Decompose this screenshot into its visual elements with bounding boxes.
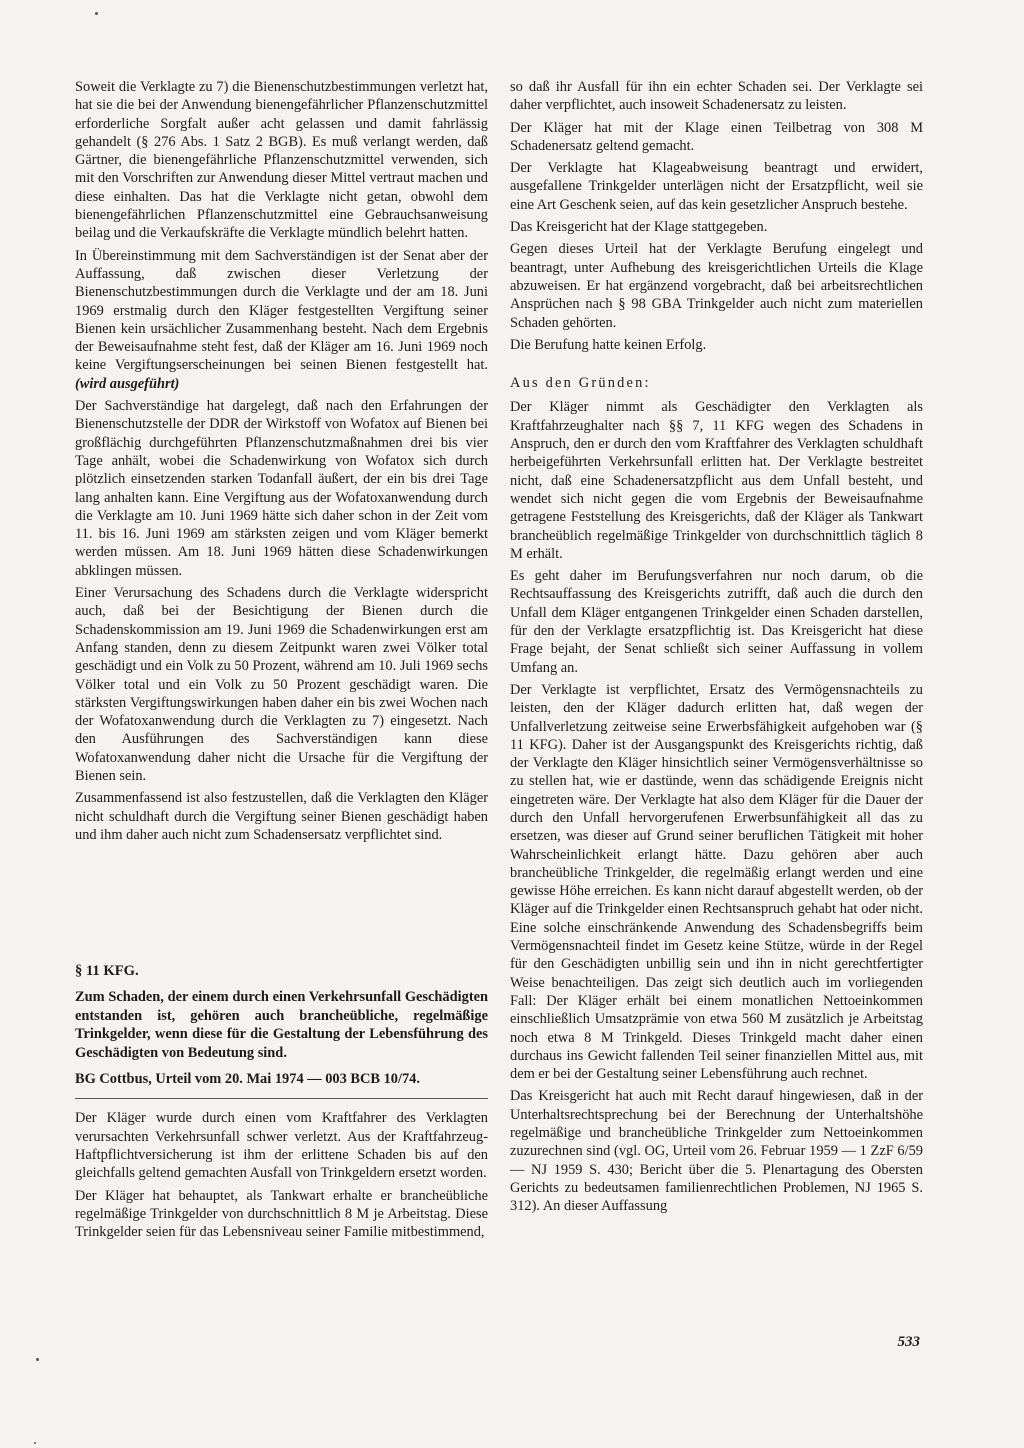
paragraph: so daß ihr Ausfall für ihn ein echter Schaden sei. Der Verklagte sei daher verpflichtet, auch insoweit Schadenersatz zu leisten. (510, 79, 923, 114)
paragraph: Es geht daher im Berufungsverfahren nur noch darum, ob die Rechtsauffassung des Kreisgerichts zutrifft, daß auch die durch den Unfall dem Kläger entgangenen Trinkgelder einen Schaden darstellen, für den der Verklagte ersatzpflichtig ist. Das Kreisgericht hat diese Frage bejaht, der Senat schließt sich seiner Auffassung in vollem Umfang an. (510, 568, 923, 676)
paragraph: Die Berufung hatte keinen Erfolg. (510, 336, 707, 353)
case-citation: BG Cottbus, Urteil vom 20. Mai 1974 — 003 BCB 10/74. (75, 1071, 420, 1088)
left-column (75, 78, 488, 1245)
paragraph: Soweit die Verklagte zu 7) die Bienenschutzbestimmungen verletzt hat, hat sie die bei der Anwendung bienengefährlicher Pflanzenschutzmittel erforderliche Sorgfalt außer acht gelassen und damit fahrlässig gehandelt (§ 276 Abs. 1 Satz 2 BGB). Es muß verlangt werden, daß Gärtner, die bienengefährliche Pflanzenschutzmittel verwenden, sich mit den Vorschriften zur Anwendung dieser Mittel vertraut machen und diese einhalten. Das hat die Verklagte nicht getan, obwohl dem bienengefährlichen Pflanzenschutzmittel eine Gebrauchsanweisung beilag und die Verkaufskräfte die Verklagte mündlich belehrt hatten. (75, 79, 488, 242)
scan-speck (95, 12, 98, 15)
paragraph: Einer Verursachung des Schadens durch die Verklagte widerspricht auch, daß bei der Besichtigung der Bienen durch die Schadenskommission am 19. Juni 1969 die Schadenwirkungen erst am Anfang standen, denn zu diesem Zeitpunkt waren zwei Völker total geschädigt und ein Volk zu 50 Prozent, während am 10. Juli 1969 sechs Völker total und ein Volk zu 50 Prozent geschädigt waren. Die stärksten Vergiftungswirkungen haben daher ein bis zwei Wochen nach der Wofatoxanwendung durch die Verklagten zu 7) eingesetzt. Nach den Ausführungen des Sachverständigen kann diese Wofatoxanwendung daher nicht die Ursache für die Vergiftung der Bienen sein. (75, 585, 488, 784)
divider (75, 1098, 488, 1099)
paragraph: Der Kläger hat mit der Klage einen Teilbetrag von 308 M Schadenersatz geltend gemacht. (510, 119, 923, 154)
section-spacer (75, 848, 488, 934)
scan-speck (36, 1358, 39, 1361)
paragraph: Der Kläger hat behauptet, als Tankwart erhalte er brancheübliche regelmäßige Trinkgelder von durchschnittlich 8 M je Arbeitstag. Diese Trinkgelder seien für das Lebensniveau seiner Familie mitbestimmend, (75, 1187, 488, 1241)
paragraph: Das Kreisgericht hat der Klage stattgegeben. (510, 219, 768, 236)
omission-note: (wird ausgeführt) (75, 375, 180, 392)
paragraph: Gegen dieses Urteil hat der Verklagte Berufung eingelegt und beantragt, unter Aufhebung des kreisgerichtlichen Urteils die Klage abzuweisen. Er hat ergänzend vorgebracht, daß bei arbeitsrechtlichen Ansprüchen nach § 98 GBA Trinkgelder auch nicht zum materiellen Schaden gehörten. (510, 241, 923, 331)
spacer (510, 358, 923, 364)
paragraph: Der Verklagte hat Klageabweisung beantragt und erwidert, ausgefallene Trinkgelder unterlägen nicht der Ersatzpflicht, weil sie eine Art Geschenk seien, auf das kein gesetzlicher Anspruch bestehe. (510, 160, 923, 213)
page-number: 533 (897, 1334, 920, 1350)
right-column (510, 78, 923, 1220)
headnote: Zum Schaden, der einem durch einen Verkehrsunfall Geschädigten entstanden ist, gehören auch brancheübliche, regelmäßige Trinkgelder, wenn diese für die Gestaltung der Lebensführung des Geschädigten von Bedeutung sind. (75, 989, 488, 1061)
paragraph: Das Kreisgericht hat auch mit Recht darauf hingewiesen, daß in der Unterhaltsrechtsprechung bei der Berechnung der Unterhaltshöhe regelmäßige und brancheübliche Trinkgelder zum Nettoeinkommen zuzurechnen sind (vgl. OG, Urteil vom 26. Februar 1959 — 1 ZzF 6/59 — NJ 1959 S. 430; Bericht über die 5. Plenartagung des Obersten Gerichts zu bedeutsamen familienrechtlichen Problemen, NJ 1965 S. 312). An dieser Auffassung (510, 1088, 923, 1215)
paragraph: Der Kläger wurde durch einen vom Kraftfahrer des Verklagten verursachten Verkehrsunfall schwer verletzt. Aus der Kraftfahrzeug-Haftpflichtversicherung ist ihm der erlittene Schaden bis auf den gleichfalls geltend gemachten Ausfall von Trinkgeldern ersetzt worden. (75, 1110, 488, 1182)
scan-speck (34, 1442, 36, 1444)
paragraph-text: In Übereinstimmung mit dem Sachverständigen ist der Senat aber der Auffassung, daß zwischen dieser Verletzung der Bienenschutzbestimmungen durch die Verklagte und der am 18. Juni 1969 erstmalig durch den Kläger festgestellten Vergiftung seiner Bienen kein ursächlicher Zusammenhang besteht. Nach dem Ergebnis der Beweisaufnahme steht fest, daß der Kläger am 16. Juni 1969 noch keine Vergiftungserscheinungen bei seinen Bienen festgestellt hat. (75, 247, 488, 374)
paragraph (75, 247, 488, 393)
paragraph: Der Kläger nimmt als Geschädigter den Verklagten als Kraftfahrzeughalter nach §§ 7, 11 KFG wegen des Schadens in Anspruch, den er durch den vom Kraftfahrer des Verklagten schuldhaft herbeigeführten Verkehrsunfall erlitten hat. Der Verklagte bestreitet nicht, daß eine Schadenersatzpflicht aus dem Unfall besteht, und wendet sich nicht gegen die vom Ergebnis der Beweisaufnahme getragene Feststellung des Kreisgerichts, daß der Kläger als Tankwart brancheüblich regelmäßige Trinkgelder von durchschnittlich täglich 8 M erhält. (510, 399, 923, 562)
section-heading: Aus den Gründen: (510, 375, 651, 392)
paragraph: Zusammenfassend ist also festzustellen, daß die Verklagten den Kläger nicht schuldhaft durch die Vergiftung seiner Bienen geschädigt haben und ihm daher auch nicht zum Schadensersatz verpflichtet sind. (75, 790, 488, 843)
section-mark: § 11 KFG. (75, 963, 139, 980)
paragraph: Der Sachverständige hat dargelegt, daß nach den Erfahrungen der Bienenschutzstelle der DDR der Wirkstoff von Wofatox auf Bienen bei großflächig durchgeführten Pflanzenschutzmaßnahmen drei bis vier Tage anhält, wobei die Schadenwirkung von Wofatox sich durch plötzlich einsetzenden starken Todanfall äußert, der ein bis drei Tage lang anhalten kann. Eine Vergiftung aus der Wofatoxanwendung durch die Verklagte am 10. Juni 1969 hätte sich daher schon in der Zeit vom 11. bis 16. Juni 1969 am stärksten zeigen und vom Kläger bemerkt werden müssen. Am 18. Juni 1969 hätten diese Schadenwirkungen abklingen müssen. (75, 398, 488, 579)
paragraph: Der Verklagte ist verpflichtet, Ersatz des Vermögensnachteils zu leisten, den der Kläger dadurch erlitten hat, daß wegen der Unfallverletzung zeitweise seine Erwerbsfähigkeit aufgehoben war (§ 11 KFG). Daher ist der Ausgangspunkt des Kreisgerichts richtig, daß der Verklagte den Kläger hinsichtlich seiner Vermögensverhältnisse so zu stellen hat, wie er dastünde, wenn das schädigende Ereignis nicht eingetreten wäre. Der Verklagte hat also dem Kläger für die Dauer der durch den Unfall hervorgerufenen Erwerbsunfähigkeit all das zu ersetzen, was dieser auf Grund seiner beruflichen Tätigkeit mit hoher Wahrscheinlichkeit erlangt hätte. Dazu gehören aber auch brancheübliche Trinkgelder, die regelmäßig erlangt werden und eine gewisse Höhe erreichen. Es kann nicht darauf abgestellt werden, ob der Kläger auf die Trinkgelder einen Rechtsanspruch gehabt hat oder nicht. Eine solche einschränkende Anwendung des Schadensbegriffs beim Vermögensnachteil findet im Gesetz keine Stütze, würde in der Regel für den Geschädigten unbillig sein und ihn in nicht gerechtfertigter Weise benachteiligen. Das zeigt sich deutlich auch im vorliegenden Fall: Der Kläger erhält bei einem monatlichen Nettoeinkommen einschließlich Umsatzprämie von etwa 560 M zusätzlich je Arbeitstag noch etwa 8 M Trinkgeld. Dieses Trinkgeld macht daher einen durchaus ins Gewicht fallenden Teil seiner finanziellen Mittel aus, mit dem er bei der Gestaltung seiner Lebensführung auch rechnet. (510, 681, 923, 1083)
